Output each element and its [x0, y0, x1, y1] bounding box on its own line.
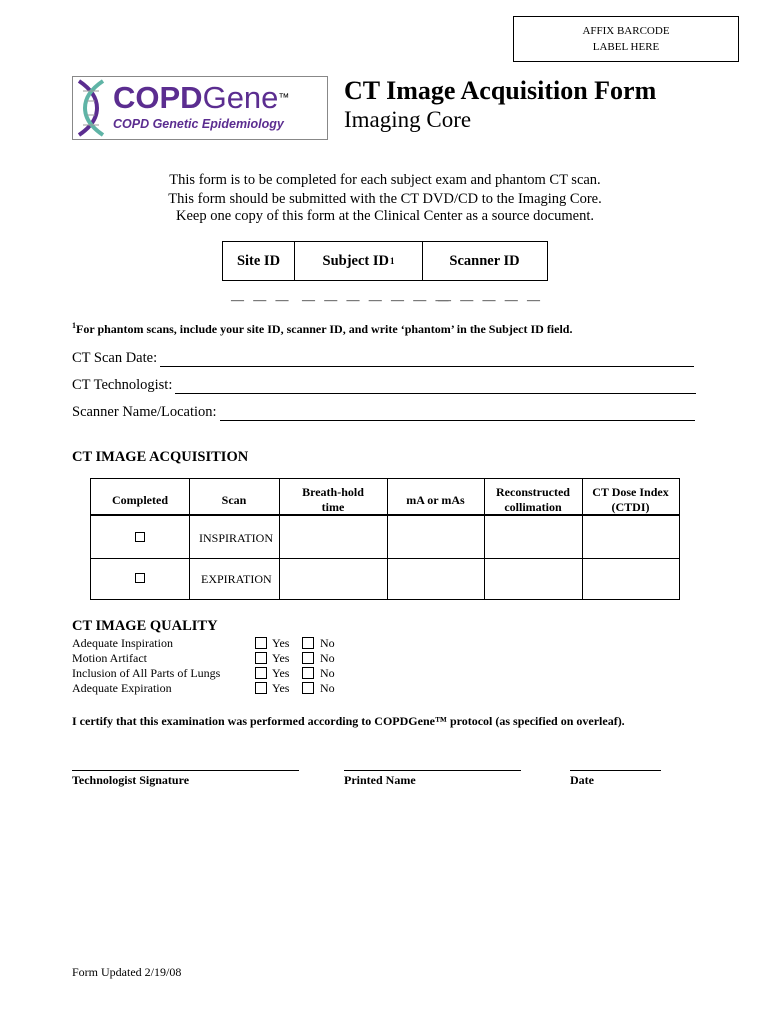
barcode-line-2: LABEL HERE [592, 41, 660, 53]
scanner-id-header: Scanner ID [422, 242, 546, 280]
footnote: $^1$For phantom scans, include your site ID, scanner ID, and write ‘phantom’ in the Subject ID field. [72, 321, 573, 336]
copdgene-logo [72, 76, 328, 140]
technologist-label: CT Technologist: [72, 377, 173, 393]
barcode-line-1: AFFIX BARCODE [582, 25, 670, 37]
quality-no-checkbox[interactable] [302, 667, 314, 679]
quality-item-expiration: Adequate Expiration [72, 681, 172, 695]
header-reconstructed: Reconstructed collimation [496, 485, 570, 514]
site-id-header: Site ID [236, 252, 281, 269]
form-updated-footer: Form Updated 2/19/08 [72, 965, 182, 979]
quality-yes-checkbox[interactable] [255, 667, 267, 679]
scanner-name-label: Scanner Name/Location: [72, 404, 217, 420]
quality-yes-label: Yes [272, 651, 290, 665]
intro-line-1: This form is to be completed for each subject exam and phantom CT scan. [169, 172, 601, 188]
printed-name-label: Printed Name [344, 773, 416, 787]
header-scan: Scan [221, 493, 247, 507]
inspiration-checkbox[interactable] [135, 532, 145, 542]
technologist-signature-label: Technologist Signature [72, 773, 190, 787]
expiration-checkbox[interactable] [135, 573, 145, 583]
quality-no-checkbox[interactable] [302, 682, 314, 694]
quality-yes-label: Yes [272, 666, 290, 680]
form-title: CT Image Acquisition Form [344, 76, 657, 105]
quality-no-label: No [320, 681, 335, 695]
quality-no-checkbox[interactable] [302, 637, 314, 649]
logo-tagline: COPD Genetic Epidemiology [113, 117, 284, 131]
scanner-name-field[interactable] [72, 404, 695, 421]
quality-no-label: No [320, 636, 335, 650]
quality-item-lungs: Inclusion of All Parts of Lungs [72, 666, 221, 680]
scan-date-label: CT Scan Date: [72, 350, 158, 366]
date-line[interactable] [570, 770, 661, 771]
printed-name-line[interactable] [344, 770, 521, 771]
quality-item-inspiration: Adequate Inspiration [72, 636, 173, 650]
quality-yes-checkbox[interactable] [255, 682, 267, 694]
quality-yes-label: Yes [272, 681, 290, 695]
scan-date-field[interactable] [72, 350, 694, 367]
date-label: Date [570, 773, 594, 787]
intro-line-2: This form should be submitted with the CT DVD/CD to the Imaging Core. [168, 191, 602, 207]
quality-yes-checkbox[interactable] [255, 652, 267, 664]
id-table [222, 241, 548, 281]
header-breath-hold: Breath-hold time [302, 485, 364, 514]
header-ctdi: CT Dose Index (CTDI) [592, 485, 669, 514]
subject-id-header: Subject ID 1 [294, 242, 422, 280]
header-completed: Completed [112, 493, 168, 507]
scan-inspiration: INSPIRATION [199, 531, 274, 545]
quality-no-checkbox[interactable] [302, 652, 314, 664]
acquisition-heading: CT IMAGE ACQUISITION [72, 449, 249, 465]
site-id-entry[interactable]: — — — [231, 292, 292, 307]
barcode-label-box [513, 16, 739, 62]
acquisition-table [90, 478, 680, 600]
quality-yes-checkbox[interactable] [255, 637, 267, 649]
quality-item-motion: Motion Artifact [72, 651, 147, 665]
scanner-id-entry[interactable]: — — — — — [438, 292, 543, 307]
intro-line-3: Keep one copy of this form at the Clinical Center as a source document. [176, 208, 594, 224]
quality-heading: CT IMAGE QUALITY [72, 618, 218, 634]
quality-no-label: No [320, 651, 335, 665]
technologist-field[interactable] [72, 377, 696, 394]
technologist-signature-line[interactable] [72, 770, 299, 771]
quality-yes-label: Yes [272, 636, 290, 650]
subject-id-entry[interactable]: — — — — — — — [302, 292, 452, 307]
header-ma: mA or mAs [406, 493, 465, 507]
form-subtitle: Imaging Core [344, 107, 472, 132]
logo-wordmark: COPDGene™ [113, 80, 290, 115]
scan-expiration: EXPIRATION [201, 572, 272, 586]
quality-no-label: No [320, 666, 335, 680]
certification-statement: I certify that this examination was performed according to COPDGene™ protocol (as specified on overleaf). [72, 714, 625, 728]
